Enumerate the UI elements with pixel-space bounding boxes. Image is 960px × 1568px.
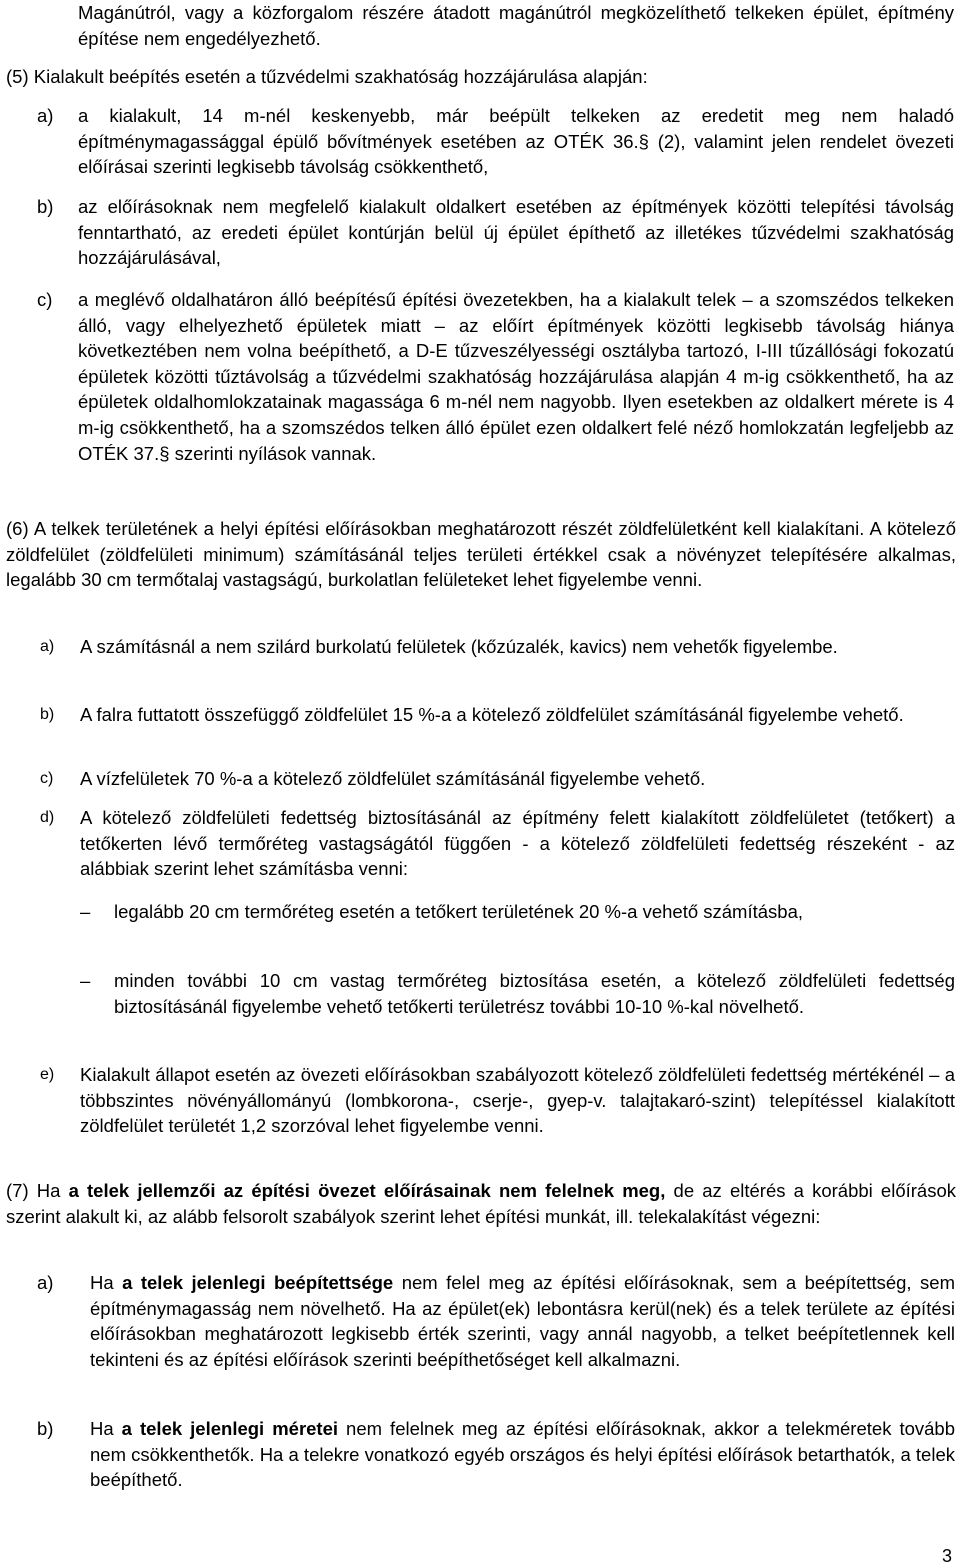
list-label-6e: e)	[40, 1066, 55, 1083]
section-5b-text: az előírásoknak nem megfelelő kialakult oldalkert esetében az építmények közötti telepítési távolság fenntartható, az eredeti épület kontúrján belül új épület építhető az illetékes tűzvédelmi szakhatóság hozzájárulásával,	[78, 196, 954, 269]
section-6a-text: A számításnál a nem szilárd burkolatú felületek (kőzúzalék, kavics) nem vehetők figyelembe.	[80, 636, 838, 657]
list-label-5a: a)	[37, 105, 54, 126]
list-label-7a: a)	[37, 1272, 54, 1293]
dash-bullet-1: –	[80, 901, 91, 922]
section-7-post: de az eltérés a korábbi előírások szerint alakult ki, az alább felsorolt szabályok szerint lehet építési munkát, ill. telekalakítást végezni:	[6, 1180, 956, 1227]
section-7a-text	[90, 1270, 955, 1372]
section-5c-text: a meglévő oldalhatáron álló beépítésű építési övezetekben, ha a kialakult telek – a szomszédos telkeken álló, vagy elhelyezhető épületek miatt – az előírt építmények közötti legkisebb távolság hiánya következtében nem volna beépíthető, a D-E tűzveszélyességi osztályba tartozó, I-III tűzállósági fokozatú épületek közötti tűztávolság a tűzvédelmi szakhatóság hozzájárulása alapján 4 m-ig csökkenthető, ha az épületek oldalhomlokzatainak magassága 6 m-nél nem nagyobb. Ilyen esetekben az oldalkert mérete is 4 m-ig csökkenthető, ha a szomszédos telken álló épület ezen oldalkert felé néző homlokzatán legfeljebb az OTÉK 37.§ szerinti nyílások vannak.	[78, 289, 954, 464]
list-label-5b: b)	[37, 196, 54, 217]
section-5-heading: (5) Kialakult beépítés esetén a tűzvédelmi szakhatóság hozzájárulása alapján:	[6, 66, 648, 87]
section-6e-text: Kialakult állapot esetén az övezeti előírásokban szabályozott kötelező zöldfelületi fedettség mértékénél – a többszintes növényállományú (lombkorona-, cserje-, gyep-v. talajtakaró-szint) telepítéssel kialakított zöldfelület területét 1,2 szorzóval lehet figyelembe venni.	[80, 1064, 955, 1137]
section-7a-post: nem felel meg az építési előírásoknak, sem a beépítettség, sem építménymagasság nem növelhető. Ha az épület(ek) lebontásra kerül(nek) és a telek területe az építési előírásokban meghatározott legkisebb érték szerinti, vagy annál nagyobb, a telket beépítetlennek kell tekinteni és az építési előírások szerinti beépíthetőséget kell alkalmazni.	[90, 1272, 955, 1370]
section-7b-post: nem felelnek meg az építési előírásoknak, akkor a telekméretek tovább nem csökkenthetők. Ha a telekre vonatkozó egyéb országos és helyi építési előírások betarthatók, a telek beépíthető.	[90, 1418, 956, 1491]
list-label-6a: a)	[40, 638, 55, 655]
section-6-text: (6) A telkek területének a helyi építési előírásokban meghatározott részét zöldfelületként kell kialakítani. A kötelező zöldfelület (zöldfelületi minimum) számításánál teljes területi értékkel csak a növényzet telepítésére alkalmas, legalább 30 cm termőtalaj vastagságú, burkolatlan felületeket lehet figyelembe venni.	[6, 518, 956, 591]
section-7-bold: a telek jellemzői az építési övezet előírásainak nem felelnek meg,	[68, 1180, 666, 1201]
section-7b-pre: Ha	[90, 1418, 122, 1439]
list-label-6d: d)	[40, 809, 55, 826]
section-7b-bold: a telek jelenlegi méretei	[121, 1418, 339, 1439]
section-7b-text	[90, 1416, 955, 1493]
section-6c-text: A vízfelületek 70 %-a a kötelező zöldfelület számításánál figyelembe vehető.	[80, 768, 706, 789]
dash-bullet-2: –	[80, 970, 91, 991]
list-label-6c: c)	[40, 770, 54, 787]
section-7-text	[6, 1178, 956, 1229]
page-number: 3	[941, 1546, 952, 1566]
list-label-6b: b)	[40, 706, 55, 723]
list-label-5c: c)	[37, 289, 53, 310]
section-7a-bold: a telek jelenlegi beépítettsége	[122, 1272, 394, 1293]
section-7a-pre: Ha	[90, 1272, 123, 1293]
section-6d-item-1: legalább 20 cm termőréteg esetén a tetőkert területének 20 %-a vehető számításba,	[114, 901, 804, 922]
section-6b-text: A falra futtatott összefüggő zöldfelület 15 %-a a kötelező zöldfelület számításánál figyelembe vehető.	[80, 704, 904, 725]
section-7-pre: (7) Ha	[6, 1180, 69, 1201]
list-label-7b: b)	[37, 1418, 54, 1439]
section-6d-text: A kötelező zöldfelületi fedettség biztosításánál az építmény felett kialakított zöldfelületet (tetőkert) a tetőkerten lévő termőréteg vastagságától függően - a kötelező zöldfelületi fedettség részeként - az alábbiak szerint lehet számításba venni:	[80, 807, 955, 880]
section-6d-item-2: minden további 10 cm vastag termőréteg biztosítása esetén, a kötelező zöldfelületi fedettség biztosításánál figyelembe vehető tetőkerti területrész további 10-10 %-kal növelhető.	[114, 970, 955, 1017]
intro-paragraph: Magánútról, vagy a közforgalom részére átadott magánútról megközelíthető telkeken épület, építmény építése nem engedélyezhető.	[78, 2, 954, 49]
section-5a-text: a kialakult, 14 m-nél keskenyebb, már beépült telkeken az eredetit meg nem haladó építménymagassággal épülő bővítmények esetében az OTÉK 36.§ (2), valamint jelen rendelet övezeti előírásai szerinti legkisebb távolság csökkenthető,	[78, 105, 954, 178]
